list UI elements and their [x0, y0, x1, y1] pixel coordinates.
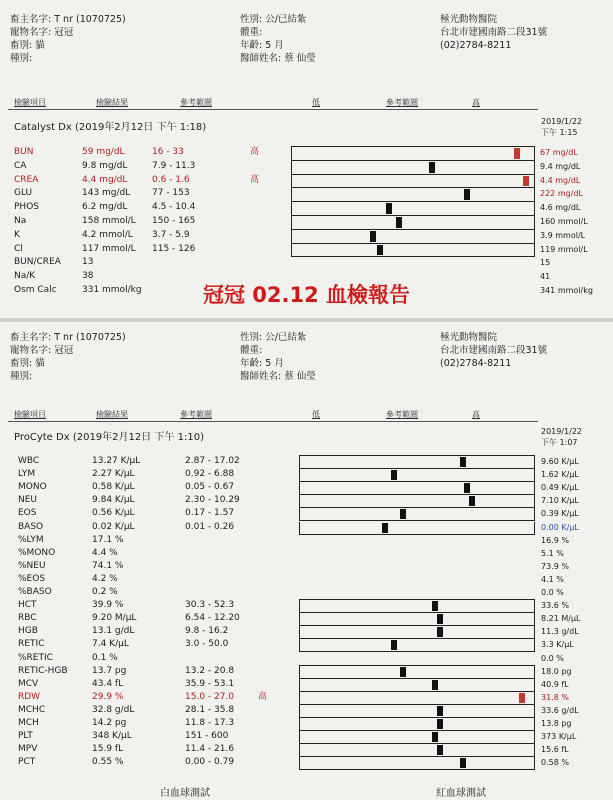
test-name: NEU	[18, 495, 38, 506]
test-name: HGB	[18, 626, 38, 637]
previous-result: 0.0 %	[541, 653, 564, 663]
range-graph	[299, 665, 535, 771]
test-result: 4.4 mg/dL	[82, 174, 128, 185]
result-marker	[429, 162, 435, 173]
column-header: 高	[472, 410, 480, 419]
previous-result: 73.9 %	[541, 561, 569, 571]
range-graph-row	[291, 147, 535, 161]
wbc-footer: 白血球測試	[160, 788, 210, 799]
test-result: 13.7 pg	[92, 665, 127, 676]
reference-range: 77 - 153	[152, 188, 190, 199]
result-marker	[437, 614, 443, 624]
test-name: WBC	[18, 456, 40, 466]
test-name: EOS	[18, 508, 37, 519]
range-graph-row	[299, 613, 535, 626]
range-graph-row	[299, 495, 535, 508]
test-name: RETIC-HGB	[18, 665, 68, 676]
owner-name: 畜主名字: T nr (1070725)	[10, 332, 126, 343]
test-name: LYM	[18, 469, 36, 480]
test-result: 59 mg/dL	[82, 147, 125, 157]
range-graph-row	[291, 216, 535, 230]
result-marker	[432, 680, 438, 690]
test-name: PLT	[18, 731, 33, 742]
test-result: 32.8 g/dL	[92, 704, 135, 715]
result-marker	[519, 693, 525, 703]
previous-result: 9.4 mg/dL	[540, 161, 581, 171]
previous-result: 16.9 %	[541, 535, 569, 545]
previous-result: 15.6 fL	[541, 745, 569, 755]
range-graph-row	[299, 731, 535, 744]
test-name: %MONO	[18, 547, 56, 558]
result-marker	[437, 719, 443, 729]
result-marker	[437, 745, 443, 755]
test-name: MPV	[18, 744, 38, 755]
column-header: 檢驗項目	[14, 98, 46, 107]
reference-range: 28.1 - 35.8	[185, 704, 235, 715]
header-separator	[8, 109, 538, 110]
age: 年齡: 5 月	[240, 40, 284, 51]
test-result: 2.27 K/µL	[92, 469, 135, 480]
range-graph-row	[299, 692, 535, 705]
rbc-footer: 紅血球測試	[436, 788, 486, 799]
reference-range: 7.9 - 11.3	[152, 160, 196, 171]
test-result: 74.1 %	[92, 560, 124, 571]
test-name: MCH	[18, 718, 39, 728]
breed: 種別:	[10, 371, 33, 382]
range-graph-row	[299, 482, 535, 495]
test-result: 9.20 M/µL	[92, 613, 137, 624]
test-name: BUN	[14, 147, 34, 157]
test-name: Na	[14, 216, 27, 226]
previous-result: 40.9 fL	[541, 679, 569, 689]
doctor: 醫師姓名: 蔡 仙瑩	[240, 371, 316, 382]
age: 年齡: 5 月	[240, 358, 284, 369]
test-name: MCV	[18, 678, 39, 689]
reference-range: 0.6 - 1.6	[152, 174, 190, 185]
range-graph	[299, 599, 535, 652]
result-marker	[464, 483, 470, 493]
reference-range: 4.5 - 10.4	[152, 202, 196, 213]
high-flag: 高	[250, 174, 260, 185]
reference-range: 115 - 126	[152, 243, 196, 254]
clinic-phone: (02)2784-8211	[440, 358, 512, 369]
previous-result: 0.49 K/µL	[541, 483, 579, 493]
column-header: 檢驗結果	[96, 98, 128, 107]
column-header: 低	[312, 410, 320, 419]
previous-result: 31.8 %	[541, 692, 569, 702]
test-name: RBC	[18, 613, 37, 624]
previous-result: 341 mmol/kg	[540, 286, 593, 295]
test-result: 143 mg/dL	[82, 188, 131, 199]
test-name: Na/K	[14, 271, 36, 282]
previous-result: 373 K/µL	[541, 732, 577, 742]
previous-result: 33.6 g/dL	[541, 705, 579, 715]
reference-range: 151 - 600	[185, 731, 229, 742]
reference-range: 0.01 - 0.26	[185, 521, 235, 532]
test-name: %LYM	[18, 534, 44, 545]
result-marker	[400, 509, 406, 519]
reference-range: 2.30 - 10.29	[185, 495, 240, 506]
test-result: 13	[82, 257, 94, 268]
previous-result: 67 mg/dL	[540, 148, 578, 157]
previous-date: 2019/1/22	[541, 427, 583, 436]
test-result: 0.2 %	[92, 587, 118, 597]
result-marker	[370, 231, 376, 242]
test-result: 4.4 %	[92, 547, 118, 558]
high-flag: 高	[258, 691, 268, 702]
previous-time: 下午 1:07	[541, 438, 578, 447]
test-result: 14.2 pg	[92, 718, 127, 728]
range-graph-row	[299, 522, 535, 535]
reference-range: 30.3 - 52.3	[185, 600, 235, 611]
reference-range: 16 - 33	[152, 147, 184, 157]
reference-range: 13.2 - 20.8	[185, 665, 235, 676]
result-marker	[396, 217, 402, 228]
previous-result: 41	[540, 272, 551, 282]
range-graph	[299, 455, 535, 535]
column-header: 檢驗結果	[96, 410, 128, 419]
range-graph-row	[299, 639, 535, 652]
result-marker	[460, 457, 466, 467]
test-result: 6.2 mg/dL	[82, 202, 128, 213]
test-result: 7.4 K/µL	[92, 639, 129, 650]
test-result: 0.58 K/µL	[92, 482, 135, 493]
test-result: 39.9 %	[92, 600, 124, 611]
range-graph-row	[299, 456, 535, 469]
test-result: 9.84 K/µL	[92, 495, 135, 506]
result-marker	[437, 627, 443, 637]
test-name: Cl	[14, 243, 23, 254]
previous-result: 18.0 pg	[541, 666, 572, 676]
reference-range: 35.9 - 53.1	[185, 678, 235, 689]
previous-result: 3.9 mmol/L	[540, 230, 586, 240]
test-name: K	[14, 229, 20, 240]
weight: 體重:	[240, 345, 263, 356]
clinic-name: 極光動物醫院	[440, 14, 498, 25]
result-marker	[432, 601, 438, 611]
previous-result: 0.58 %	[541, 758, 569, 768]
catalyst-report-sheet	[0, 0, 613, 318]
range-graph-row	[291, 202, 535, 216]
clinic-address: 台北市建國南路二段31號	[440, 27, 548, 38]
test-name: MONO	[18, 482, 47, 493]
reference-range: 11.4 - 21.6	[185, 744, 235, 755]
range-graph-row	[291, 244, 535, 258]
header-separator	[8, 421, 538, 422]
reference-range: 0.05 - 0.67	[185, 482, 235, 493]
previous-result: 4.1 %	[541, 574, 564, 584]
previous-result: 15	[540, 258, 551, 268]
test-result: 0.55 %	[92, 757, 124, 768]
result-marker	[464, 189, 470, 200]
test-name: Osm Calc	[14, 285, 57, 295]
owner-name: 畜主名字: T nr (1070725)	[10, 14, 126, 25]
species: 畜別: 貓	[10, 40, 45, 51]
breed: 種別:	[10, 53, 33, 64]
reference-range: 2.87 - 17.02	[185, 456, 240, 466]
test-result: 29.9 %	[92, 691, 124, 702]
test-name: BASO	[18, 521, 44, 532]
test-result: 4.2 mmol/L	[82, 229, 133, 240]
report-title-banner: 冠冠 02.12 血檢報告	[202, 283, 411, 307]
clinic-name: 極光動物醫院	[440, 332, 498, 343]
previous-result: 119 mmol/L	[540, 244, 588, 254]
section-title: ProCyte Dx (2019年2月12日 下午 1:10)	[14, 432, 204, 443]
test-name: CREA	[14, 174, 39, 185]
test-result: 4.2 %	[92, 573, 118, 584]
pet-name: 寵物名字: 冠冠	[10, 27, 74, 38]
test-name: GLU	[14, 188, 33, 199]
result-marker	[437, 706, 443, 716]
range-graph	[291, 146, 535, 257]
test-result: 9.8 mg/dL	[82, 160, 128, 171]
test-name: %RETIC	[18, 652, 53, 663]
clinic-address: 台北市建國南路二段31號	[440, 345, 548, 356]
column-header: 高	[472, 98, 480, 107]
previous-result: 33.6 %	[541, 601, 569, 611]
column-header: 低	[312, 98, 320, 107]
test-result: 158 mmol/L	[82, 216, 136, 226]
range-graph-row	[299, 679, 535, 692]
reference-range: 6.54 - 12.20	[185, 613, 240, 624]
range-graph-row	[299, 718, 535, 731]
previous-result: 11.3 g/dL	[541, 627, 579, 637]
previous-result: 160 mmol/L	[540, 217, 588, 226]
test-result: 348 K/µL	[92, 731, 132, 742]
column-header: 檢驗項目	[14, 410, 46, 419]
test-result: 0.56 K/µL	[92, 508, 135, 519]
sex: 性別: 公/已結紮	[240, 332, 307, 343]
test-result: 13.1 g/dL	[92, 626, 135, 637]
reference-range: 3.7 - 5.9	[152, 229, 190, 240]
reference-range: 0.17 - 1.57	[185, 508, 235, 519]
column-header: 參考範圍	[180, 98, 212, 107]
procyte-report-sheet	[0, 322, 613, 800]
test-result: 15.9 fL	[92, 744, 124, 755]
previous-result: 1.62 K/µL	[541, 470, 579, 480]
range-graph-row	[299, 744, 535, 757]
test-name: %BASO	[18, 587, 52, 597]
test-result: 331 mmol/kg	[82, 285, 142, 295]
test-result: 0.02 K/µL	[92, 521, 135, 532]
test-result: 17.1 %	[92, 534, 124, 545]
range-graph-row	[299, 508, 535, 521]
previous-date: 2019/1/22	[541, 117, 583, 126]
reference-range: 150 - 165	[152, 216, 196, 226]
range-graph-row	[299, 666, 535, 679]
test-name: HCT	[18, 600, 37, 611]
range-graph-row	[291, 188, 535, 202]
previous-result: 8.21 M/µL	[541, 614, 581, 624]
range-graph-row	[291, 175, 535, 189]
result-marker	[469, 496, 475, 506]
previous-result: 222 mg/dL	[540, 189, 583, 199]
result-marker	[391, 470, 397, 480]
previous-result: 9.60 K/µL	[541, 457, 579, 466]
test-name: RETIC	[18, 639, 45, 650]
clinic-phone: (02)2784-8211	[440, 40, 512, 51]
previous-result: 7.10 K/µL	[541, 496, 579, 506]
result-marker	[400, 667, 406, 677]
reference-range: 0.92 - 6.88	[185, 469, 235, 480]
previous-result: 0.0 %	[541, 588, 564, 597]
range-graph-row	[291, 161, 535, 175]
range-graph-row	[299, 705, 535, 718]
previous-result: 0.39 K/µL	[541, 509, 579, 519]
previous-result: 4.6 mg/dL	[540, 203, 581, 213]
result-marker	[523, 176, 529, 187]
test-name: MCHC	[18, 704, 46, 715]
previous-time: 下午 1:15	[541, 128, 578, 137]
reference-range: 15.0 - 27.0	[185, 691, 235, 702]
test-name: CA	[14, 160, 27, 171]
result-marker	[386, 203, 392, 214]
test-name: PHOS	[14, 202, 39, 213]
previous-result: 0.00 K/µL	[541, 522, 579, 532]
test-name: RDW	[18, 691, 41, 702]
result-marker	[460, 758, 466, 768]
result-marker	[514, 148, 520, 159]
column-header: 參考範圍	[386, 410, 418, 419]
reference-range: 9.8 - 16.2	[185, 626, 229, 637]
result-marker	[377, 245, 383, 256]
species: 畜別: 貓	[10, 358, 45, 369]
weight: 體重:	[240, 27, 263, 38]
test-name: %EOS	[18, 573, 46, 584]
reference-range: 11.8 - 17.3	[185, 718, 235, 728]
previous-result: 3.3 K/µL	[541, 640, 574, 650]
test-result: 38	[82, 271, 94, 282]
test-result: 13.27 K/µL	[92, 456, 141, 466]
test-result: 43.4 fL	[92, 678, 124, 689]
test-name: BUN/CREA	[14, 257, 61, 268]
result-marker	[382, 523, 388, 533]
range-graph-row	[299, 469, 535, 482]
test-name: PCT	[18, 757, 36, 768]
sex: 性別: 公/已結紮	[240, 14, 307, 25]
reference-range: 0.00 - 0.79	[185, 757, 235, 768]
range-graph-row	[299, 757, 535, 770]
column-header: 參考範圍	[180, 410, 212, 419]
column-header: 參考範圍	[386, 98, 418, 107]
previous-result: 13.8 pg	[541, 719, 572, 728]
test-result: 0.1 %	[92, 652, 118, 663]
previous-result: 5.1 %	[541, 548, 564, 558]
section-title: Catalyst Dx (2019年2月12日 下午 1:18)	[14, 122, 207, 133]
reference-range: 3.0 - 50.0	[185, 639, 229, 650]
high-flag: 高	[250, 147, 260, 157]
range-graph-row	[291, 230, 535, 244]
range-graph-row	[299, 626, 535, 639]
result-marker	[391, 640, 397, 650]
range-graph-row	[299, 600, 535, 613]
doctor: 醫師姓名: 蔡 仙瑩	[240, 53, 316, 64]
result-marker	[432, 732, 438, 742]
test-name: %NEU	[18, 560, 46, 571]
previous-result: 4.4 mg/dL	[540, 175, 581, 185]
test-result: 117 mmol/L	[82, 243, 136, 254]
pet-name: 寵物名字: 冠冠	[10, 345, 74, 356]
